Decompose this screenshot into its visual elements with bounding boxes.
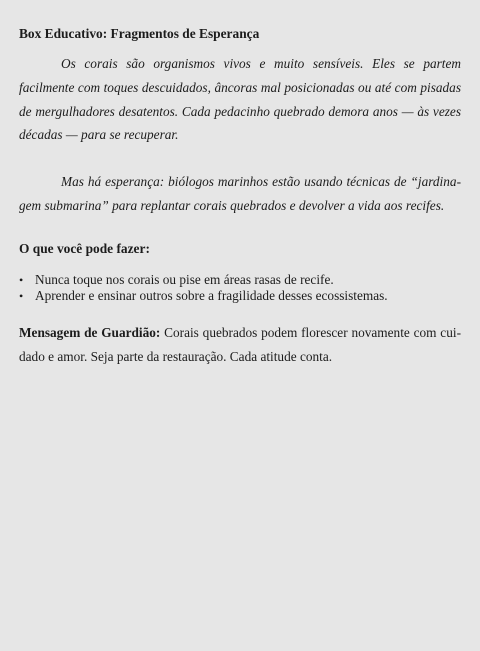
guardian-label: Mensagem de Guardião:: [19, 324, 161, 340]
bullet-icon: •: [19, 289, 24, 304]
hope-paragraph: Mas há esperança: biólogos marinhos estão usando técnicas de “jardinagem submarina” para replantar corais quebrados e devolver a vida aos recifes.: [19, 174, 461, 213]
guardian-message: [19, 321, 461, 369]
list-item: [19, 272, 461, 289]
intro-paragraph: Os corais são organismos vivos e muito sensíveis. Eles se partem facilmente com toques descuidados, âncoras mal posicionadas ou até com pisadas de mergulhadores desatentos. Cada pedacinho quebrado demora anos — às vezes décadas — para se recuperar.: [19, 56, 461, 143]
box-title: Box Educativo: Fragmentos de Esperança: [19, 26, 260, 41]
bullet-icon: •: [19, 272, 24, 287]
list-item-text: Nunca toque nos corais ou pise em áreas rasas de recife.: [35, 271, 334, 287]
list-item-text: Aprender e ensinar outros sobre a fragilidade desses ecossistemas.: [35, 288, 388, 304]
list-item: [19, 288, 461, 305]
guardian-text: Corais quebrados podem florescer novamente com cuidado e amor. Seja parte da restauração. Cada atitude conta.: [19, 324, 461, 364]
actions-list: [19, 272, 461, 305]
actions-heading: O que você pode fazer:: [19, 240, 150, 256]
